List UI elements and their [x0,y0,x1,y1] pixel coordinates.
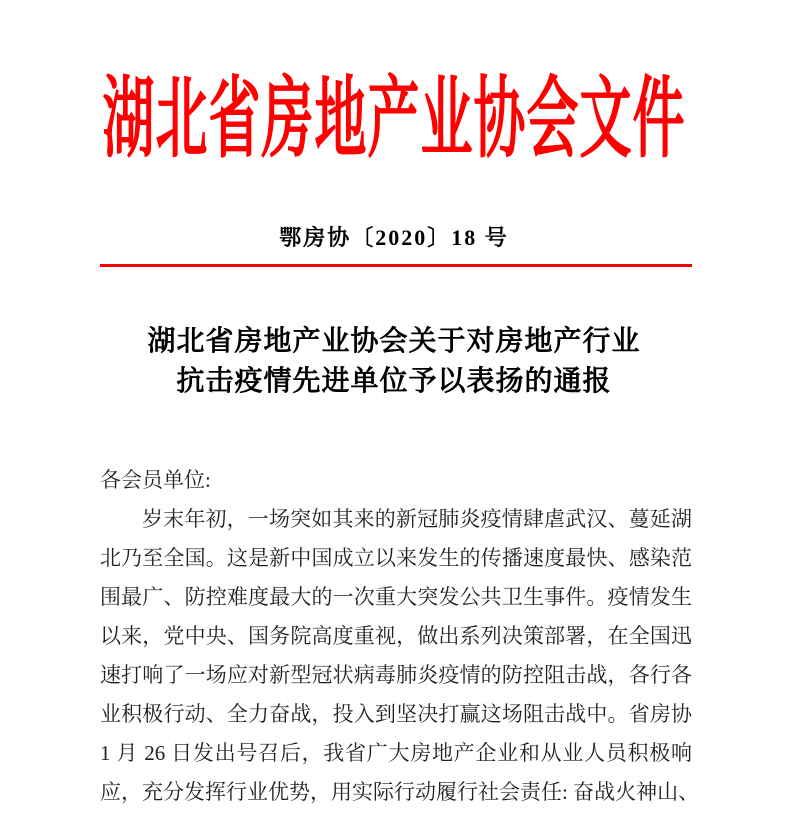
body-paragraph-line: 围最广、防控难度最大的一次重大突发公共卫生事件。疫情发生 [100,585,692,609]
body-paragraph [100,500,700,812]
masthead [0,72,788,170]
body-paragraph-line: 岁末年初，一场突如其来的新冠肺炎疫情肆虐武汉、蔓延湖 [142,507,692,531]
masthead-title: 湖北省房地产业协会文件 [102,72,686,170]
body-paragraph-line: 速打响了一场应对新型冠状病毒肺炎疫情的防控阻击战，各行各 [100,663,692,687]
document-title-line2: 抗击疫情先进单位予以表扬的通报 [176,366,612,397]
body-paragraph-line: 以来，党中央、国务院高度重视，做出系列决策部署，在全国迅 [100,624,692,648]
body-paragraph-line: 1 月 26 日发出号召后，我省广大房地产企业和从业人员积极响 [100,741,692,765]
body-paragraph-line: 北乃至全国。这是新中国成立以来发生的传播速度最快、感染范 [100,546,692,570]
body-paragraph-line: 应，充分发挥行业优势，用实际行动履行社会责任: 奋战火神山、 [100,780,700,804]
document-title [0,322,788,402]
red-divider-line [100,264,692,267]
document-title-line1: 湖北省房地产业协会关于对房地产行业 [147,326,641,357]
document-body [100,461,700,812]
document-number: 鄂房协〔2020〕18 号 [279,225,509,250]
body-paragraph-line: 业积极行动、全力奋战，投入到坚决打赢这场阻击战中。省房协 [100,702,692,726]
salutation: 各会员单位: [100,468,211,492]
